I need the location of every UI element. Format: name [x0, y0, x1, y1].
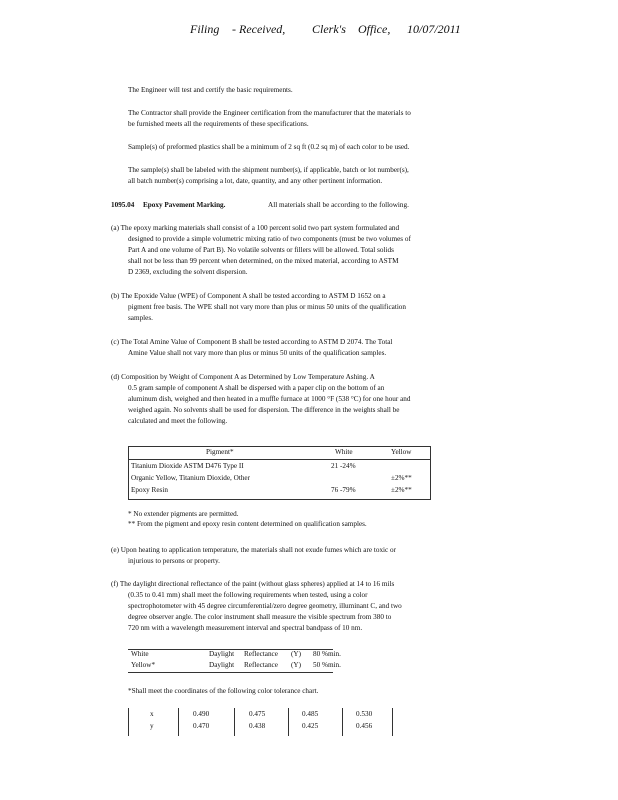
coord-x-value-4: 0.530	[356, 710, 373, 718]
pigment-header-pigment: Pigment*	[206, 448, 234, 456]
header-received: - Received,	[232, 22, 286, 36]
pigment-row-1-white: 21 -24%	[331, 462, 356, 470]
coord-divider-6	[392, 708, 393, 736]
pigment-row-3-name: Epoxy Resin	[131, 486, 168, 494]
reflectance-table-bottom-rule	[128, 672, 333, 673]
pigment-row-2-name: Organic Yellow, Titanium Dioxide, Other	[131, 474, 250, 482]
para-contractor-1: The Contractor shall provide the Engineer certification from the manufacturer that the materials to	[128, 109, 411, 117]
pigment-header-yellow: Yellow	[391, 448, 412, 456]
pigment-table	[128, 446, 431, 500]
coord-y-value-3: 0.425	[302, 722, 319, 730]
item-a-line-1: (a) The epoxy marking materials shall consist of a 100 percent solid two part system formulated and	[111, 224, 400, 232]
para-labels-2: all batch number(s) comprising a lot, date, quantity, and any other pertinent information.	[128, 177, 383, 185]
item-d-line-3: aluminum dish, weighed and then heated in a muffle furnace at 1000 °F (538 °C) for one hour and	[128, 395, 411, 403]
pigment-header-white: White	[335, 448, 353, 456]
pigment-row-3-yellow: ±2%**	[391, 486, 412, 494]
coord-x-value-1: 0.490	[193, 710, 210, 718]
item-b-line-2: pigment free basis. The WPE shall not vary more than plus or minus 50 units of the qualification	[128, 303, 406, 311]
coord-divider-1	[128, 708, 129, 736]
item-c-line-2: Amine Value shall not vary more than plus or minus 50 units of the qualification samples.	[128, 349, 387, 357]
pigment-row-2-yellow: ±2%**	[391, 474, 412, 482]
reflectance-row-1-value: 80 %min.	[313, 650, 341, 658]
item-e-line-1: (e) Upon heating to application temperature, the materials shall not exude fumes which are toxic or	[111, 546, 397, 554]
coord-divider-3	[234, 708, 235, 736]
coord-y-value-1: 0.470	[193, 722, 210, 730]
item-e-line-2: injurious to persons or property.	[128, 557, 220, 565]
coord-divider-4	[288, 708, 289, 736]
item-f-line-2: (0.35 to 0.41 mm) shall meet the following requirements when tested, using a color	[128, 591, 368, 599]
header-clerks: Clerk's	[312, 22, 346, 36]
reflectance-row-2-color: Yellow*	[131, 661, 156, 669]
coord-divider-2	[178, 708, 179, 736]
coord-y-value-2: 0.438	[249, 722, 266, 730]
para-engineer: The Engineer will test and certify the basic requirements.	[128, 86, 293, 94]
item-f-line-1: (f) The daylight directional reflectance of the paint (without glass spheres) applied at 14 to 16 mils	[111, 580, 395, 588]
coord-divider-5	[342, 708, 343, 736]
reflectance-row-2-value: 50 %min.	[313, 661, 341, 669]
color-chart-note: *Shall meet the coordinates of the following color tolerance chart.	[128, 687, 319, 695]
item-b-line-1: (b) The Epoxide Value (WPE) of Component A shall be tested according to ASTM D 1652 on a	[111, 292, 386, 300]
item-b-line-3: samples.	[128, 314, 153, 322]
section-title: Epoxy Pavement Marking.	[143, 201, 226, 209]
item-f-line-3: spectrophotometer with 45 degree circumferential/zero degree geometry, illuminant C, and two	[128, 602, 402, 610]
reflectance-row-1-reflectance: Reflectance	[244, 650, 278, 658]
item-d-line-2: 0.5 gram sample of component A shall be dispersed with a paper clip on the bottom of an	[128, 384, 385, 392]
item-d-line-1: (d) Composition by Weight of Component A as Determined by Low Temperature Ashing. A	[111, 373, 375, 381]
item-a-line-5: D 2369, excluding the solvent dispersion.	[128, 268, 248, 276]
header-filing: Filing	[190, 22, 220, 36]
item-c-line-1: (c) The Total Amine Value of Component B shall be tested according to ASTM D 2074. The Total	[111, 338, 393, 346]
reflectance-row-2-y: (Y)	[291, 661, 301, 669]
pigment-table-header-rule	[129, 459, 430, 460]
para-labels-1: The sample(s) shall be labeled with the shipment number(s), if applicable, batch or lot number(s),	[128, 166, 409, 174]
header-date: 10/07/2011	[407, 22, 461, 36]
coord-y-label: y	[150, 722, 154, 730]
reflectance-row-1-y: (Y)	[291, 650, 301, 658]
item-a-line-4: shall not be less than 99 percent when determined, on the mixed material, according to ASTM	[128, 257, 399, 265]
coord-x-value-2: 0.475	[249, 710, 266, 718]
note-2: ** From the pigment and epoxy resin content determined on qualification samples.	[128, 520, 367, 528]
item-f-line-5: 720 nm with a wavelength measurement interval and spectral bandpass of 10 nm.	[128, 624, 363, 632]
item-f-line-4: degree observer angle. The color instrument shall measure the visible spectrum from 380 to	[128, 613, 392, 621]
coord-y-value-4: 0.456	[356, 722, 373, 730]
item-a-line-2: designed to provide a simple volumetric mixing ratio of two components (must be two volumes of	[128, 235, 411, 243]
coord-x-label: x	[150, 710, 154, 718]
note-1: * No extender pigments are permitted.	[128, 510, 239, 518]
coord-x-value-3: 0.485	[302, 710, 319, 718]
para-sample-size: Sample(s) of preformed plastics shall be a minimum of 2 sq ft (0.2 sq m) of each color to be used.	[128, 143, 410, 151]
item-d-line-4: weighed again. No solvents shall be used for dispersion. The difference in the weights shall be	[128, 406, 400, 414]
item-d-line-5: calculated and meet the following.	[128, 417, 228, 425]
pigment-row-1-name: Titanium Dioxide ASTM D476 Type II	[131, 462, 244, 470]
reflectance-row-2-reflectance: Reflectance	[244, 661, 278, 669]
reflectance-row-1-daylight: Daylight	[209, 650, 235, 658]
item-a-line-3: Part A and one volume of Part B). No volatile solvents or fillers will be allowed. Total solids	[128, 246, 394, 254]
pigment-row-3-white: 76 -79%	[331, 486, 356, 494]
reflectance-row-2-daylight: Daylight	[209, 661, 235, 669]
para-contractor-2: be furnished meets all the requirements of these specifications.	[128, 120, 309, 128]
section-number: 1095.04	[111, 201, 135, 209]
section-intro: All materials shall be according to the following.	[268, 201, 409, 209]
header-office: Office,	[358, 22, 391, 36]
reflectance-row-1-color: White	[131, 650, 149, 658]
